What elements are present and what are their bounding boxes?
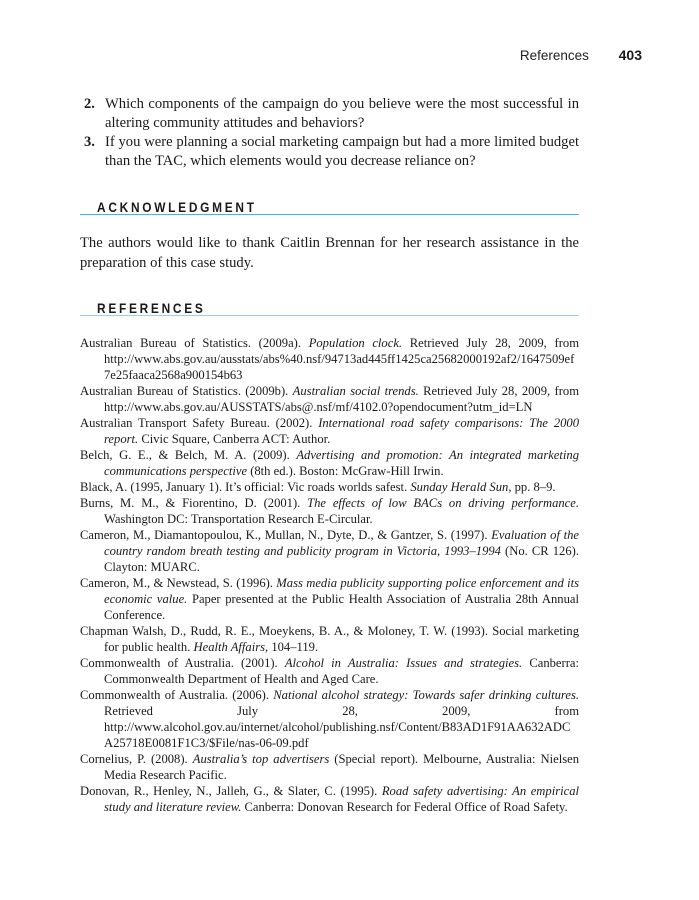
reference-pre: Cameron, M., Diamantopoulou, K., Mullan, N., Dyte, D., & Gantzer, S. (1997).	[80, 528, 492, 542]
reference-entry	[80, 447, 579, 479]
reference-pre: Black, A. (1995, January 1). It’s official: Vic roads worlds safest.	[80, 480, 411, 494]
reference-post: Canberra: Donovan Research for Federal Office of Road Safety.	[241, 800, 568, 814]
reference-entry	[80, 415, 579, 447]
page-number: 403	[618, 47, 642, 63]
reference-title: Mass media publicity supporting police enforcement and its economic value.	[104, 576, 579, 606]
reference-pre: Burns, M. M., & Fiorentino, D. (2001).	[80, 496, 308, 510]
reference-post: , pp. 8–9.	[508, 480, 556, 494]
reference-post: (No. CR 126). Clayton: MUARC.	[104, 544, 579, 574]
discussion-questions	[80, 95, 579, 171]
reference-post: (Special report). Melbourne, Australia: Nielsen Media Research Pacific.	[104, 752, 580, 782]
reference-pre: Cornelius, P. (2008).	[80, 752, 193, 766]
reference-post: Washington DC: Transportation Research E-Circular.	[104, 512, 373, 526]
reference-pre: Australian Bureau of Statistics. (2009a).	[80, 336, 309, 350]
question-number: 3.	[84, 134, 95, 150]
reference-entry	[80, 479, 579, 495]
reference-title: Road safety advertising: An empirical study and literature review.	[104, 784, 579, 814]
reference-title: International road safety comparisons: The 2000 report.	[104, 416, 580, 446]
reference-post: Canberra: Commonwealth Department of Health and Aged Care.	[104, 656, 579, 686]
reference-title: Australian social trends.	[292, 384, 419, 398]
reference-pre: Chapman Walsh, D., Rudd, R. E., Moeykens, B. A., & Moloney, T. W. (1993). Social marketing for public health.	[80, 624, 579, 654]
reference-post: Retrieved July 28, 2009, from http://www.alcohol.gov.au/internet/alcohol/publishing.nsf/Content/B83AD1F91AA632ADCA25718E0081F1C3/$File/nas-06-09.pdf	[104, 704, 579, 750]
reference-entry	[80, 383, 579, 415]
reference-pre: Australian Transport Safety Bureau. (2002).	[80, 416, 319, 430]
running-head-section: References	[519, 48, 589, 63]
reference-pre: Cameron, M., & Newstead, S. (1996).	[80, 576, 277, 590]
reference-entry	[80, 575, 579, 623]
question-item	[80, 133, 579, 171]
reference-post: , 104–119.	[265, 640, 319, 654]
acknowledgment-text: The authors would like to thank Caitlin Brennan for her research assistance in the preparation of this case study.	[80, 235, 579, 271]
references-heading	[80, 295, 579, 316]
reference-post: Retrieved July 28, 2009, from http://www.abs.gov.au/ausstats/abs%40.nsf/94713ad445ff1425ca25682000192af2/1647509ef7e25faaca2568a900154b63	[104, 336, 579, 382]
acknowledgment-heading	[80, 194, 579, 215]
question-text: If you were planning a social marketing campaign but had a more limited budget than the TAC, which elements would you decrease reliance on?	[105, 134, 579, 169]
reference-entry	[80, 495, 579, 527]
reference-pre: Commonwealth of Australia. (2006).	[80, 688, 274, 702]
reference-title: The effects of low BACs on driving performance.	[307, 496, 579, 510]
reference-pre: Australian Bureau of Statistics. (2009b).	[80, 384, 293, 398]
reference-post: Civic Square, Canberra ACT: Author.	[138, 432, 331, 446]
reference-post: Paper presented at the Public Health Association of Australia 28th Annual Conference.	[104, 592, 579, 622]
reference-list	[80, 335, 579, 815]
reference-entry	[80, 527, 579, 575]
reference-title: Alcohol in Australia: Issues and strategies.	[284, 656, 523, 670]
reference-title: Health Affairs	[193, 640, 266, 654]
reference-title: Advertising and promotion: An integrated marketing communications perspective	[104, 448, 579, 478]
reference-entry	[80, 687, 579, 751]
reference-title: National alcohol strategy: Towards safer drinking cultures.	[273, 688, 579, 702]
reference-pre: Commonwealth of Australia. (2001).	[80, 656, 285, 670]
reference-entry	[80, 783, 579, 815]
question-number: 2.	[84, 96, 95, 112]
reference-title: Population clock.	[308, 336, 403, 350]
reference-title: Evaluation of the country random breath testing and publicity program in Victoria, 1993–1994	[104, 528, 579, 558]
reference-pre: Donovan, R., Henley, N., Jalleh, G., & Slater, C. (1995).	[80, 784, 382, 798]
reference-post: Retrieved July 28, 2009, from http://www.abs.gov.au/AUSSTATS/abs@.nsf/mf/4102.0?opendocument?utm_id=LN	[104, 384, 579, 414]
question-text: Which components of the campaign do you believe were the most successful in altering community attitudes and behaviors?	[105, 96, 579, 131]
references-heading-text: REFERENCES	[97, 300, 206, 316]
acknowledgment-heading-text: ACKNOWLEDGMENT	[97, 199, 257, 215]
reference-entry	[80, 655, 579, 687]
reference-entry	[80, 751, 579, 783]
reference-title: Australia’s top advertisers	[192, 752, 330, 766]
reference-entry	[80, 335, 579, 383]
reference-title: Sunday Herald Sun	[410, 480, 509, 494]
reference-pre: Belch, G. E., & Belch, M. A. (2009).	[80, 448, 297, 462]
reference-post: (8th ed.). Boston: McGraw-Hill Irwin.	[247, 464, 444, 478]
running-head	[0, 47, 642, 63]
question-item	[80, 95, 579, 133]
reference-entry	[80, 623, 579, 655]
